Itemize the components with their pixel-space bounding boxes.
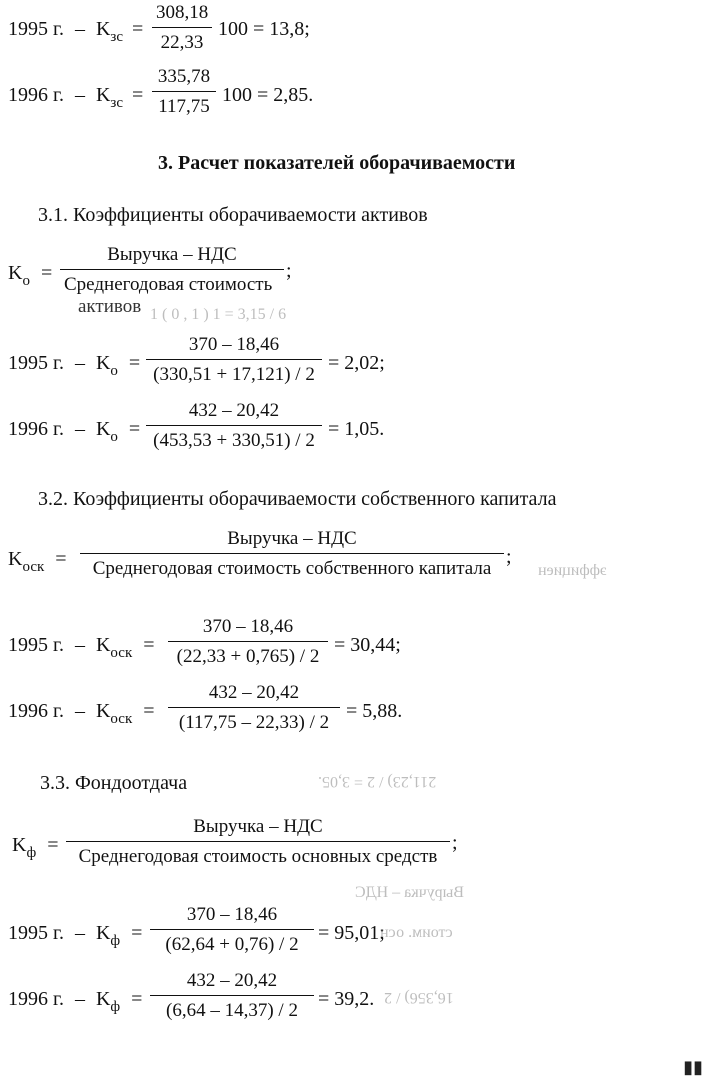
kf-result-1995: = 95,01; (318, 922, 385, 944)
kf-fraction-1995: 370 – 18,46 (62,64 + 0,76) / 2 (150, 904, 314, 956)
ko-result-1996: = 1,05. (328, 418, 385, 440)
ko-fraction-1995: 370 – 18,46 (330,51 + 17,121) / 2 (146, 334, 322, 386)
kzs-row-1996: 1996 г. – $K_{зс}$ = (8, 84, 144, 111)
kosk-row-1996: 1996 г. – $K_{оск}$ = (8, 700, 155, 727)
kosk-formula-lhs: $K_{оск}$ = (8, 548, 67, 575)
ko-formula-lhs: $K_о$ = (8, 262, 53, 289)
kosk-symbol: $K_{оск}$ (8, 548, 45, 575)
bleed-through-text: 16,356) / 2 (384, 989, 454, 1006)
section-3-3-heading: 3.3. Фондоотдача (40, 772, 188, 794)
bleed-through-text: 1 ( 0 , 1 ) 1 = 3,15 / 6 (150, 306, 287, 323)
ko-row-1995: 1995 г. – $K_о$ = (8, 352, 141, 379)
ko-fraction-1996: 432 – 20,42 (453,53 + 330,51) / 2 (146, 400, 322, 452)
kzs-symbol: $K_{зс}$ (95, 84, 123, 111)
bleed-through-text: Выручка – НДС (355, 884, 465, 901)
kf-result-1996: = 39,2. (318, 988, 375, 1010)
ko-symbol: $K_о$ (8, 262, 30, 289)
section-3-heading: 3. Расчет показателей оборачиваемости (158, 152, 516, 174)
kf-formula-fraction: Выручка – НДС Среднегодовая стоимость основных средств (66, 816, 450, 868)
kzs-symbol: $K_{зс}$ (95, 18, 123, 45)
kosk-formula-semicolon: ; (506, 546, 512, 568)
kosk-formula-fraction: Выручка – НДС Среднегодовая стоимость собственного капитала (80, 528, 504, 580)
ko-result-1995: = 2,02; (328, 352, 385, 374)
bleed-through-text: эффициен (538, 562, 607, 579)
kzs-fraction-1996: 335,78 117,75 (152, 66, 216, 118)
kosk-fraction-1996: 432 – 20,42 (117,75 – 22,33) / 2 (168, 682, 340, 734)
ko-formula-fraction: Выручка – НДС Среднегодовая стоимость активов (60, 244, 284, 318)
kzs-fraction-1995: 308,18 22,33 (152, 2, 212, 54)
kosk-result-1996: = 5,88. (346, 700, 403, 722)
ko-row-1996: 1996 г. – $K_о$ = (8, 418, 141, 445)
kf-row-1995: 1995 г. – $K_ф$ = (8, 922, 143, 949)
kzs-result-1995: 100 = 13,8; (218, 18, 310, 40)
kosk-row-1995: 1995 г. – $K_{оск}$ = (8, 634, 155, 661)
kzs-result-1996: 100 = 2,85. (222, 84, 314, 106)
kf-fraction-1996: 432 – 20,42 (6,64 – 14,37) / 2 (150, 970, 314, 1022)
kzs-row-1995: 1995 г. – $K_{зс}$ = (8, 18, 144, 45)
section-3-1-heading: 3.1. Коэффициенты оборачиваемости активов (38, 204, 428, 226)
kf-formula-lhs: $K_ф$ = (12, 834, 59, 861)
kf-formula-semicolon: ; (452, 832, 458, 854)
kosk-fraction-1995: 370 – 18,46 (22,33 + 0,765) / 2 (168, 616, 328, 668)
bleed-through-text: стоим. осн (380, 924, 453, 941)
section-3-2-heading: 3.2. Коэффициенты оборачиваемости собственного капитала (38, 488, 557, 510)
bleed-through-text: 211,23) / 2 = 3,05. (318, 773, 437, 790)
kf-symbol: $K_ф$ (12, 834, 37, 861)
kf-row-1996: 1996 г. – $K_ф$ = (8, 988, 143, 1015)
page-number-smudge: ▮▮ (683, 1057, 703, 1077)
kosk-result-1995: = 30,44; (334, 634, 401, 656)
ko-formula-semicolon: ; (286, 260, 292, 282)
